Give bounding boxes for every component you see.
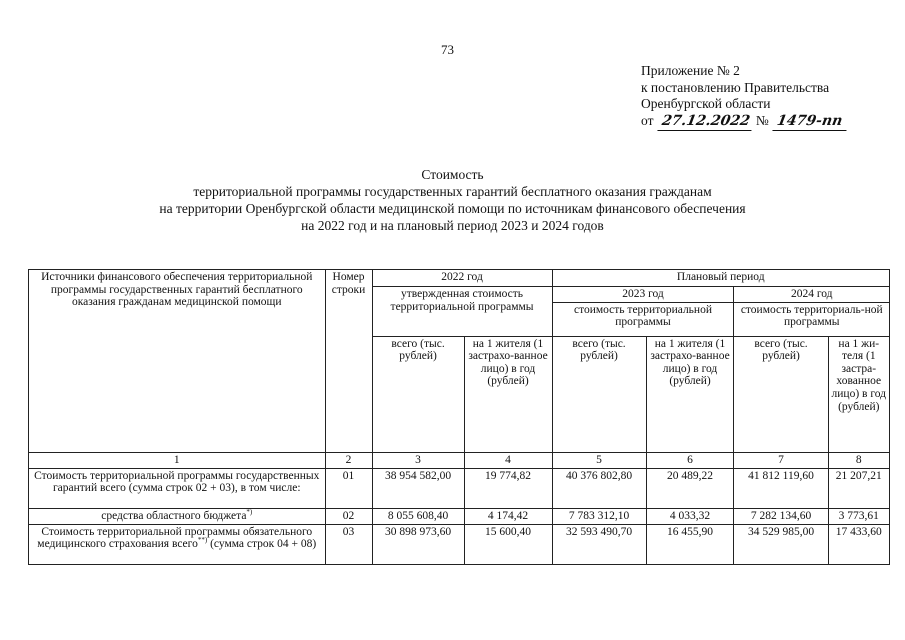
header-cost-2024: стоимость территориаль-ной программы [734, 302, 890, 336]
cell-total-2022: 38 954 582,00 [372, 468, 464, 508]
document-title [0, 166, 905, 234]
col-number: 8 [828, 452, 889, 468]
cell-total-2022: 8 055 608,40 [372, 508, 464, 524]
cost-table [28, 269, 890, 565]
header-total-2023: всего (тыс. рублей) [552, 336, 646, 452]
col-number: 7 [734, 452, 828, 468]
header-source: Источники финансового обеспечения территориальной программы государственных гарантий бесплатного оказания гражданам медицинской помощи [29, 270, 326, 453]
appendix-line-1: Приложение № 2 [641, 63, 740, 78]
appendix-line-3: Оренбургской области [641, 96, 771, 111]
cell-per-capita-2023: 20 489,22 [646, 468, 734, 508]
handwritten-number: 1479-пп [773, 113, 850, 131]
number-label: № [755, 112, 769, 128]
cell-total-2023: 32 593 490,70 [552, 524, 646, 564]
row-code: 03 [325, 524, 372, 564]
from-label: от [641, 112, 654, 128]
cell-per-capita-2022: 15 600,40 [464, 524, 552, 564]
row-code: 02 [325, 508, 372, 524]
page-number: 73 [441, 42, 454, 57]
header-cost-2023: стоимость территориальной программы [552, 302, 734, 336]
cell-per-capita-2024: 3 773,61 [828, 508, 889, 524]
title-line-4: на 2022 год и на плановый период 2023 и 2024 годов [301, 218, 604, 233]
cell-total-2023: 40 376 802,80 [552, 468, 646, 508]
header-total-2022: всего (тыс. рублей) [372, 336, 464, 452]
col-number: 1 [29, 452, 326, 468]
row-name-suffix: (сумма строк 04 + 08) [210, 538, 317, 551]
header-line-number: Номер строки [325, 270, 372, 453]
title-line-1: Стоимость [421, 167, 484, 182]
footnote-mark: *) [246, 508, 253, 516]
header-2024: 2024 год [734, 287, 890, 303]
header-per-capita-2024: на 1 жи-теля (1 застра-хованное лицо) в год (рублей) [828, 336, 889, 452]
col-number: 2 [325, 452, 372, 468]
cell-total-2024: 41 812 119,60 [734, 468, 828, 508]
title-line-3: на территории Оренбургской области медицинской помощи по источникам финансового обеспечения [159, 201, 746, 216]
row-name-cell [29, 508, 326, 524]
title-line-2: территориальной программы государственных гарантий бесплатного оказания гражданам [193, 184, 712, 199]
handwritten-date: 27.12.2022 [657, 113, 754, 131]
row-name: Стоимость территориальной программы обязательного медицинского страхования всего [37, 525, 313, 551]
appendix-block [641, 63, 848, 130]
header-2023: 2023 год [552, 287, 734, 303]
column-numbers-row [29, 452, 890, 468]
cell-per-capita-2022: 19 774,82 [464, 468, 552, 508]
col-number: 4 [464, 452, 552, 468]
cell-total-2024: 34 529 985,00 [734, 524, 828, 564]
appendix-line-2: к постановлению Правительства [641, 79, 830, 95]
header-2022: 2022 год [372, 270, 552, 287]
row-code: 01 [325, 468, 372, 508]
row-name: Стоимость территориальной программы государственных гарантий всего (сумма строк 02 + 03), в том числе: [29, 468, 326, 508]
footnote-mark: **) [197, 536, 208, 545]
cell-per-capita-2022: 4 174,42 [464, 508, 552, 524]
row-name-cell [29, 524, 326, 564]
cell-total-2022: 30 898 973,60 [372, 524, 464, 564]
cell-per-capita-2023: 16 455,90 [646, 524, 734, 564]
col-number: 5 [552, 452, 646, 468]
appendix-date-line [641, 113, 848, 131]
cell-per-capita-2024: 21 207,21 [828, 468, 889, 508]
cell-per-capita-2024: 17 433,60 [828, 524, 889, 564]
col-number: 6 [646, 452, 734, 468]
cell-per-capita-2023: 4 033,32 [646, 508, 734, 524]
header-approved-cost: утвержденная стоимость территориальной программы [372, 287, 552, 337]
col-number: 3 [372, 452, 464, 468]
cell-total-2023: 7 783 312,10 [552, 508, 646, 524]
row-name: средства областного бюджета [101, 509, 247, 522]
header-plan-period: Плановый период [552, 270, 890, 287]
table-row [29, 508, 890, 524]
header-per-capita-2023: на 1 жителя (1 застрахо-ванное лицо) в год (рублей) [646, 336, 734, 452]
cell-total-2024: 7 282 134,60 [734, 508, 828, 524]
header-per-capita-2022: на 1 жителя (1 застрахо-ванное лицо) в год (рублей) [464, 336, 552, 452]
table-row [29, 524, 890, 564]
header-total-2024: всего (тыс. рублей) [734, 336, 828, 452]
table-row [29, 468, 890, 508]
